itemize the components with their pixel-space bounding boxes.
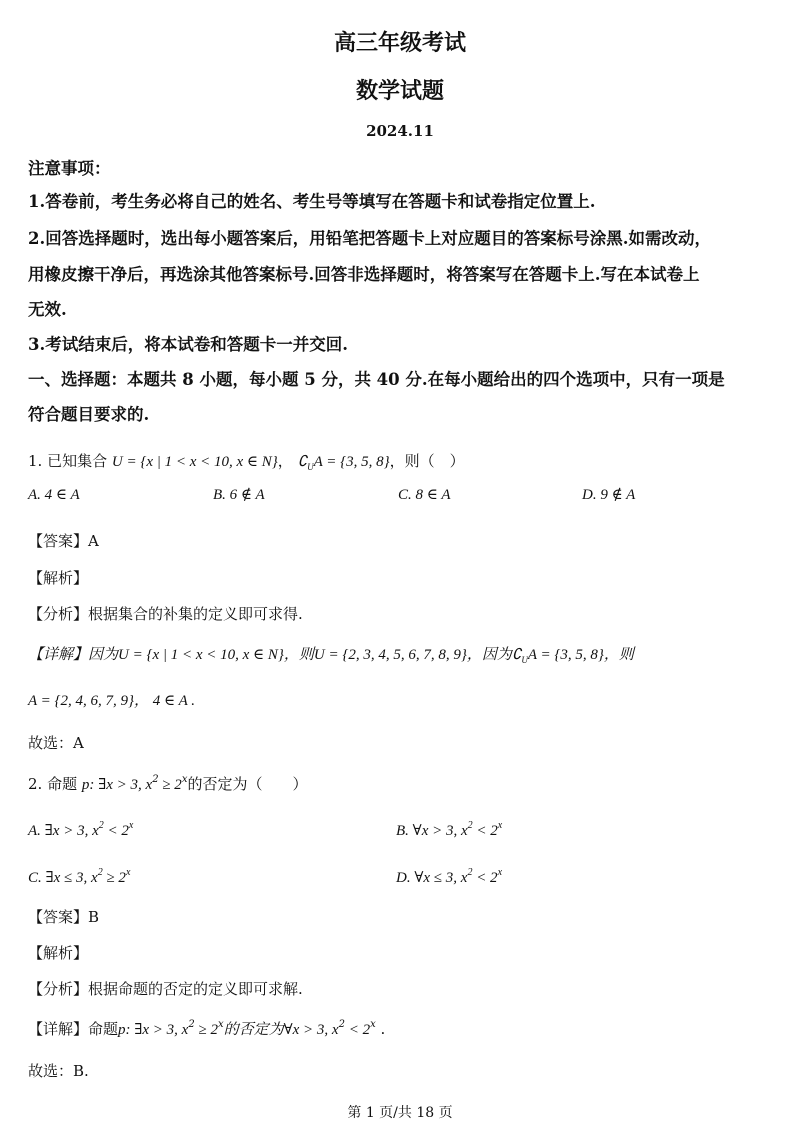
page-number: 第 1 页/共 18 页: [347, 1105, 453, 1121]
question-1-suffix: ，则（ ）: [389, 452, 465, 470]
q2-detail: 【详解】命题p: ∃x > 3, $x^2 \ge 2^x$的否定为∀x > 3, $x^2 < 2^x$ .: [28, 1019, 386, 1038]
question-2-stem: 2. 命题 p: ∃x > 3, $x^2 \ge 2^x$的否定为（ ）: [28, 774, 308, 793]
exam-subject: 数学试题: [355, 78, 444, 104]
complement-symbol: $∁_U$: [297, 454, 314, 472]
q2-fenxi: 【分析】根据命题的否定的定义即可求解.: [28, 980, 303, 998]
comma: ，: [277, 452, 293, 470]
q2-option-c: C. ∃x ≤ 3, $x^2 \ge 2^x$: [28, 867, 131, 886]
q1-answer: 【答案】A: [28, 532, 99, 550]
question-1-stem: [28, 450, 465, 472]
page-title: 高三年级考试: [333, 30, 466, 56]
q1-conclusion: 故选：A: [28, 734, 84, 752]
notice-item-2-line-1: 2.回答选择题时，选出每小题答案后，用铅笔把答题卡上对应题目的答案标号涂黑.如需改动，: [28, 229, 711, 248]
section-heading-line-1: 一、选择题：本题共 8 小题，每小题 5 分，共 40 分.在每小题给出的四个选项中，只有一项是: [28, 370, 725, 389]
q1-detail-line-1: 【详解】因为U = {x | 1 < x < 10, x ∈ N}，则U = {2, 3, 4, 5, 6, 7, 8, 9}，因为$∁_UA = \{3$, 5, 8}，则: [28, 647, 634, 665]
question-2-suffix: 的否定为（ ）: [187, 775, 308, 793]
proposition-p: p: [81, 777, 90, 793]
exam-date: 2024.11: [366, 122, 434, 140]
q2-option-a: A. ∃x > 3, $x^2 < 2^x$: [28, 820, 134, 839]
q2-option-d: D. ∀x ≤ 3, $x^2 < 2^x$: [396, 867, 503, 886]
question-1-prefix: 1. 已知集合: [28, 452, 108, 470]
section-heading-line-2: 符合题目要求的.: [28, 405, 150, 424]
notice-item-2-line-2: 用橡皮擦干净后，再选涂其他答案标号.回答非选择题时，将答案写在答题卡上.写在本试卷上: [28, 265, 700, 284]
complement-set: A = {3, 5, 8}: [313, 454, 390, 470]
notice-heading: 注意事项：: [28, 159, 111, 178]
question-2-prefix: 2. 命题: [28, 775, 78, 793]
q2-answer: 【答案】B: [28, 908, 100, 926]
notice-item-2-line-3: 无效.: [28, 300, 67, 319]
q1-fenxi: 【分析】根据集合的补集的定义即可求得.: [28, 605, 303, 623]
set-u-definition: U = {x | 1 < x < 10, x ∈ N}: [111, 454, 278, 470]
q1-option-b: B. 6 ∉ A: [213, 487, 265, 503]
q1-option-c: C. 8 ∈ A: [398, 487, 451, 503]
q1-detail-line-2: A = {2, 4, 6, 7, 9}， 4 ∈ A .: [28, 693, 195, 709]
q1-option-d: D. 9 ∉ A: [582, 487, 636, 503]
q2-option-b: B. ∀x > 3, $x^2 < 2^x$: [396, 820, 503, 839]
notice-item-1: 1.答卷前，考生务必将自己的姓名、考生号等填写在答题卡和试卷指定位置上.: [28, 192, 596, 211]
q1-option-a: A. 4 ∈ A: [28, 487, 80, 503]
notice-item-3: 3.考试结束后，将本试卷和答题卡一并交回.: [28, 335, 348, 354]
q1-analysis-label: 【解析】: [28, 569, 89, 587]
q2-analysis-label: 【解析】: [28, 944, 89, 962]
q2-conclusion: 故选：B.: [28, 1062, 89, 1080]
